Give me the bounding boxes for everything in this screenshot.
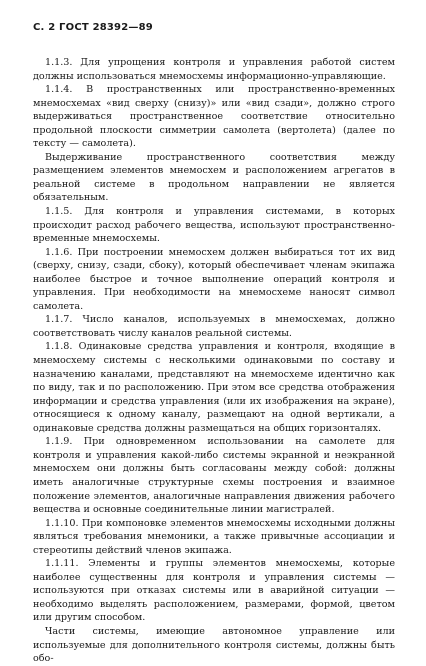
paragraph-1-1-7: 1.1.7. Число каналов, используемых в мнемосхемах, должно соответствовать числу каналов реальной системы.	[33, 314, 395, 339]
body-text	[33, 56, 395, 666]
paragraph-1-1-8: 1.1.8. Одинаковые средства управления и контроля, входящие в мнемосхему системы с несколькими одинаковыми по составу и назначению каналами, представляют на мнемосхеме идентично как по виду, так и по расположению. При этом все средства отображения информации и средства управления (или их изображения на экране), относящиеся к одному каналу, размещают на одной вертикали, а одинаковые средства должны размещаться на общих горизонталях.	[33, 341, 395, 434]
paragraph-1-1-11: 1.1.11. Элементы и группы элементов мнемосхемы, которые наиболее существенны для контроля и управления системы — используются при отказах системы или в аварийной ситуации — необходимо выделять расположением, размерами, формой, цветом или другим способом.	[33, 558, 395, 624]
paragraph-1-1-4: 1.1.4. В пространственных или пространственно-временных мнемосхемах «вид сверху (снизу)» или «вид сзади», должно строго выдерживаться пространственное соответствие относительно продольной плоскости симметрии самолета (вертолета) (далее по тексту — самолета).	[33, 84, 395, 150]
paragraph-1-1-3: 1.1.3. Для упрощения контроля и управления работой систем должны использоваться мнемосхемы информационно-управляющие.	[33, 57, 395, 82]
paragraph-1-1-10: 1.1.10. При компоновке элементов мнемосхемы исходными должны являться требования мнемоники, а также привычные ассоциации и стереотипы действий членов экипажа.	[33, 517, 395, 556]
paragraph-1-1-9: 1.1.9. При одновременном использовании на самолете для контроля и управления какой-либо системы экранной и неэкранной мнемосхем они должны быть согласованы между собой: должны иметь аналогичные структурные схемы построения и взаимное положение элементов, аналогичные направления движения рабочего вещества и основные соединительные линии магистралей.	[33, 436, 395, 516]
paragraph-1-1-5: 1.1.5. Для контроля и управления системами, в которых происходит расход рабочего вещества, используют пространственно-временные мнемосхемы.	[33, 206, 395, 245]
paragraph-1-1-4-continued: Выдерживание пространственного соответствия между размещением элементов мнемосхем и расположением агрегатов в реальной системе в продольном направлении не является обязательным.	[33, 151, 395, 204]
page-header: С. 2 ГОСТ 28392—89	[33, 22, 153, 33]
document-page	[33, 22, 395, 666]
paragraph-1-1-11-continued: Части системы, имеющие автономное управление или используемые для дополнительного контроля системы, должны быть обо-	[33, 625, 395, 665]
paragraph-1-1-6: 1.1.6. При построении мнемосхем должен выбираться тот их вид (сверху, снизу, сзади, сбоку), который обеспечивает членам экипажа наиболее быстрое и точное выполнение операций контроля и управления. При необходимости на мнемосхеме наносят символ самолета.	[33, 246, 395, 312]
